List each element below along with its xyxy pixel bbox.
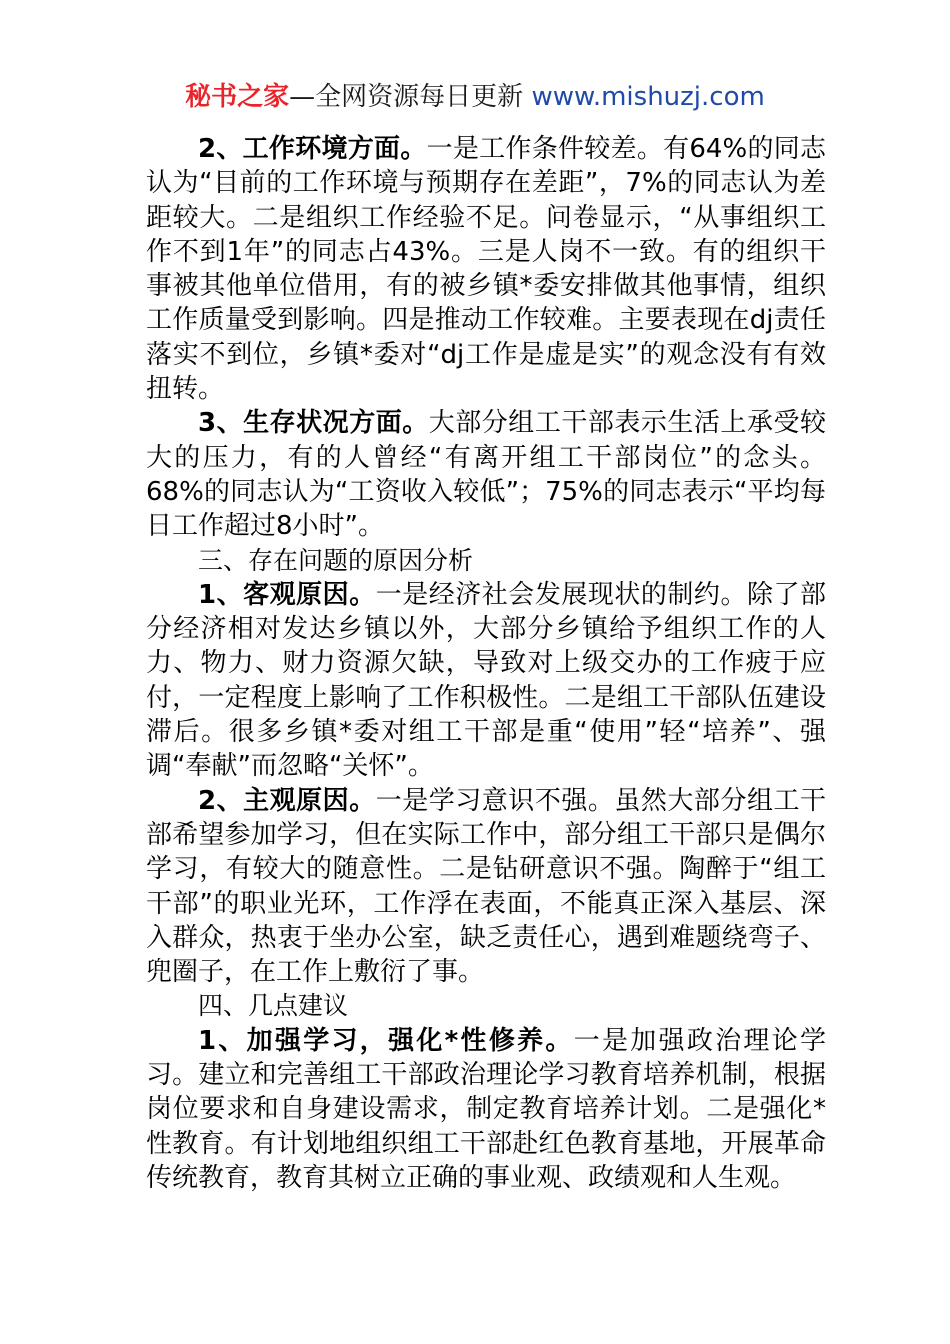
paragraph-heading: 2、主观原因。 [198, 785, 376, 816]
section-heading-suggestions: 四、几点建议 [198, 991, 349, 1021]
paragraph-strengthen-study [146, 1024, 826, 1195]
paragraph-work-environment [146, 132, 826, 406]
paragraph-heading: 1、客观原因。 [198, 579, 376, 610]
paragraph-heading: 1、加强学习，强化*性修养。 [198, 1025, 574, 1056]
paragraph-text: 一是学习意识不强。虽然大部分组工干部希望参加学习，但在实际工作中，部分组工干部只是偶尔学习，有较大的随意性。二是钻研意识不强。陶醉于“组工干部”的职业光环，工作浮在表面，不能真正深入基层、深入群众，热衷于坐办公室，缺乏责任心，遇到难题绕弯子、兜圈子，在工作上敷衍了事。 [146, 785, 826, 988]
paragraph-heading: 3、生存状况方面。 [198, 408, 429, 439]
paragraph-heading: 2、工作环境方面。 [198, 134, 427, 164]
paragraph-subjective-causes [146, 784, 826, 990]
paragraph-text: 一是经济社会发展现状的制约。除了部分经济相对发达乡镇以外，大部分乡镇给予组织工作的人力、物力、财力资源欠缺，导致对上级交办的工作疲于应付，一定程度上影响了工作积极性。二是组工干部队伍建设滞后。很多乡镇*委对组工干部是重“使用”轻“培养”、强调“奉献”而忽略“关怀”。 [146, 579, 826, 782]
paragraph-text: 一是加强政治理论学习。建立和完善组工干部政治理论学习教育培养机制，根据岗位要求和自身建设需求，制定教育培养计划。二是强化*性教育。有计划地组织组工干部赴红色教育基地，开展革命传统教育，教育其树立正确的事业观、政绩观和人生观。 [146, 1025, 826, 1193]
site-tagline: —全网资源每日更新 [289, 82, 532, 112]
paragraph-text: 大部分组工干部表示生活上承受较大的压力，有的人曾经“有离开组工干部岗位”的念头。68%的同志认为“工资收入较低”；75%的同志表示“平均每日工作超过8小时”。 [146, 408, 826, 542]
paragraph-living-conditions [146, 406, 826, 543]
site-url[interactable]: www.mishuzj.com [531, 82, 765, 112]
paragraph-text: 一是工作条件较差。有64%的同志认为“目前的工作环境与预期存在差距”，7%的同志认为差距较大。二是组织工作经验不足。问卷显示，“从事组织工作不到1年”的同志占43%。三是人岗不一致。有的组织干事被其他单位借用，有的被乡镇*委安排做其他事情，组织工作质量受到影响。四是推动工作较难。主要表现在dj责任落实不到位，乡镇*委对“dj工作是虚是实”的观念没有有效扭转。 [146, 134, 826, 405]
section-heading-causes: 三、存在问题的原因分析 [198, 545, 474, 575]
paragraph-objective-causes [146, 578, 826, 784]
site-header [0, 80, 950, 114]
site-brand: 秘书之家 [185, 82, 290, 112]
document-body [146, 132, 826, 1195]
